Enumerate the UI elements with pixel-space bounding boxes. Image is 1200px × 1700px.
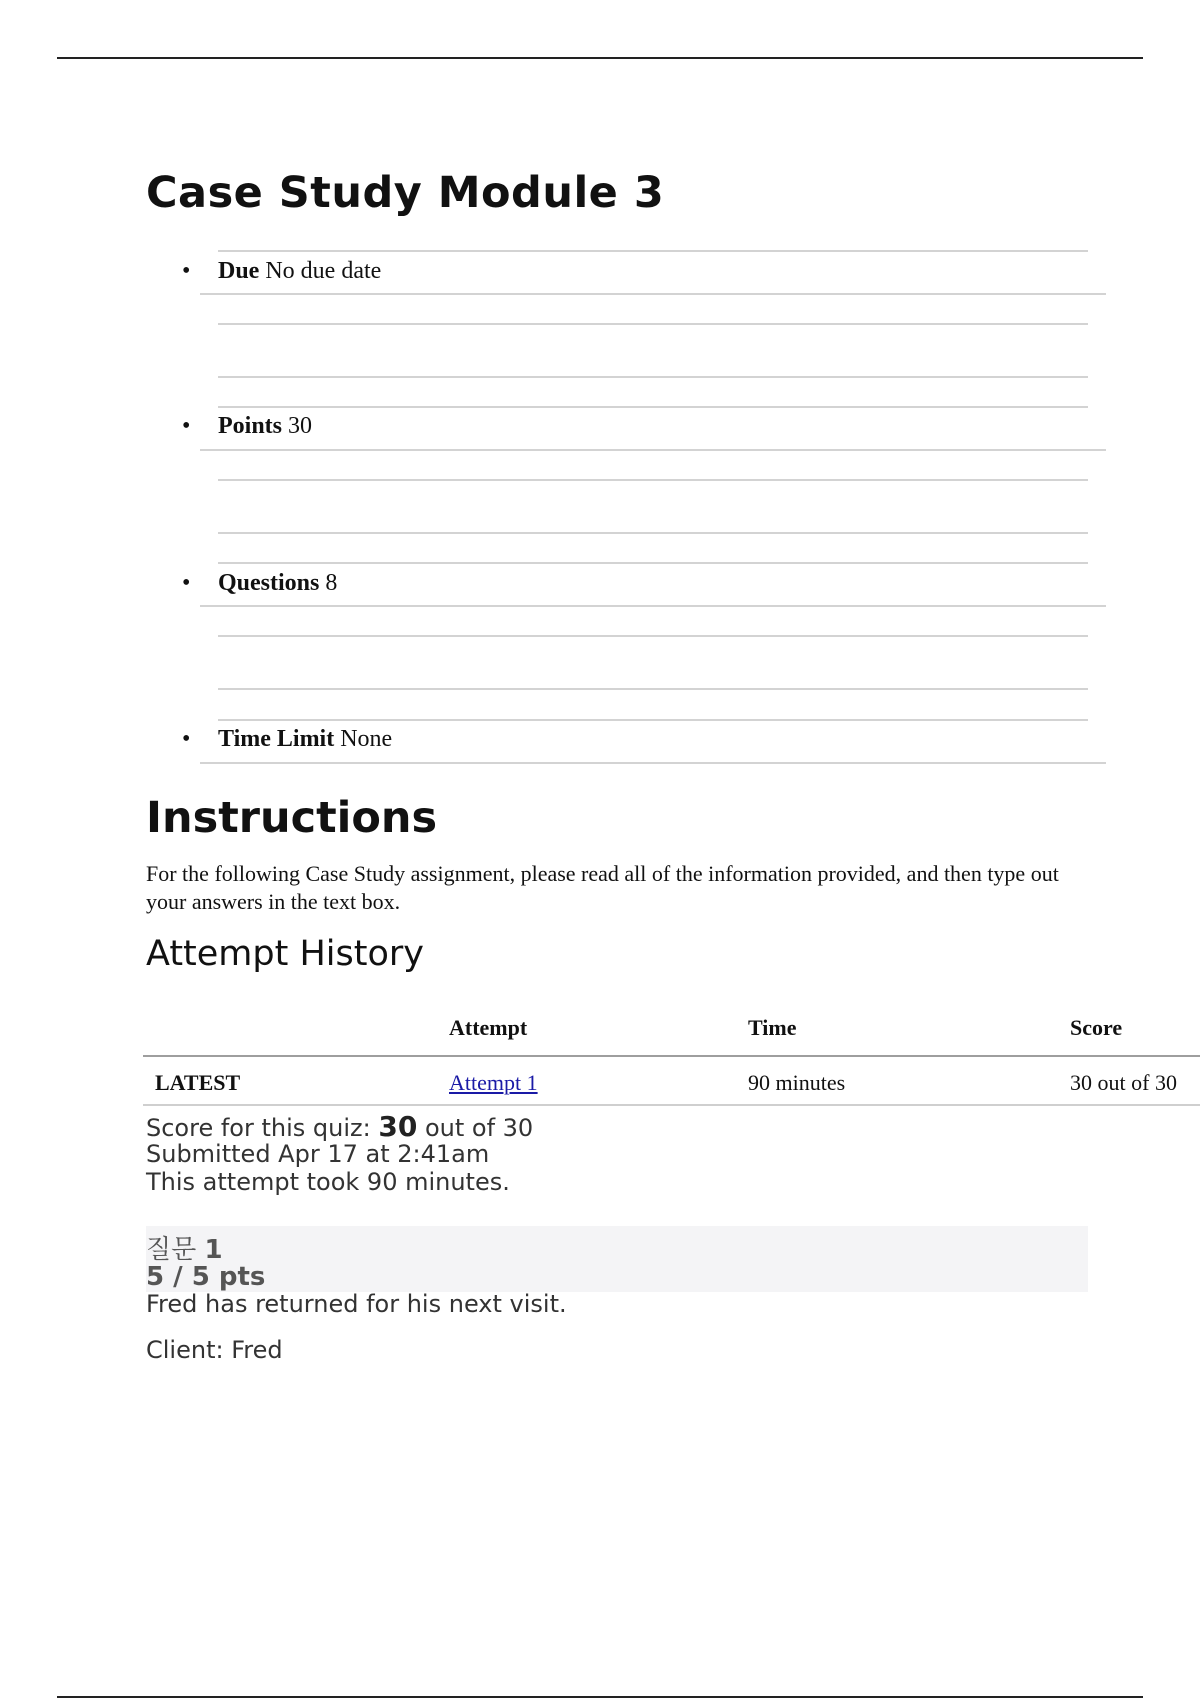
detail-value: 8 (325, 570, 338, 596)
divider (218, 406, 1088, 408)
score-value: 30 (378, 1110, 418, 1143)
detail-label: Due (218, 258, 260, 284)
submitted-timestamp: Submitted Apr 17 at 2:41am (146, 1140, 490, 1168)
divider (218, 376, 1088, 378)
detail-label: Points (218, 413, 283, 439)
question-header (146, 1226, 1088, 1292)
column-header-score: Score (1070, 1015, 1123, 1040)
page-title: Case Study Module 3 (146, 168, 665, 218)
divider (200, 605, 1106, 607)
detail-value: None (340, 726, 393, 752)
divider (218, 532, 1088, 534)
divider (218, 479, 1088, 481)
bullet-icon: • (182, 726, 191, 752)
divider (218, 250, 1088, 252)
table-row-divider (143, 1104, 1200, 1106)
top-divider (57, 57, 1143, 59)
attempt-time: 90 minutes (748, 1070, 846, 1095)
divider (218, 635, 1088, 637)
question-title (146, 1229, 223, 1266)
attempt-1-link[interactable]: Attempt 1 (449, 1070, 538, 1095)
attempt-score: 30 out of 30 (1070, 1070, 1177, 1095)
detail-label: Time Limit (218, 726, 335, 752)
table-header-divider (143, 1055, 1200, 1057)
detail-value: 30 (288, 413, 313, 439)
attempt-duration: This attempt took 90 minutes. (146, 1168, 510, 1196)
divider (218, 562, 1088, 564)
bullet-icon: • (182, 413, 191, 439)
quiz-score-line (146, 1110, 533, 1143)
attempt-history-heading: Attempt History (146, 934, 424, 974)
latest-badge: LATEST (155, 1070, 241, 1095)
detail-label: Questions (218, 570, 320, 596)
bottom-divider (57, 1696, 1143, 1698)
detail-value: No due date (265, 258, 382, 284)
instructions-heading: Instructions (146, 793, 438, 843)
column-header-attempt: Attempt (449, 1015, 528, 1040)
divider (200, 293, 1106, 295)
divider (218, 719, 1088, 721)
score-prefix: Score for this quiz: (146, 1114, 371, 1142)
question-number: 1 (204, 1235, 223, 1265)
column-header-time: Time (748, 1015, 797, 1040)
score-suffix: out of 30 (424, 1114, 534, 1142)
client-line: Client: Fred (146, 1336, 283, 1364)
bullet-icon: • (182, 570, 191, 596)
bullet-icon: • (182, 258, 191, 284)
question-points: 5 / 5 pts (146, 1262, 266, 1292)
divider (218, 688, 1088, 690)
divider (200, 449, 1106, 451)
question-label: 질문 (146, 1235, 197, 1265)
question-text: Fred has returned for his next visit. (146, 1290, 567, 1318)
divider (218, 323, 1088, 325)
divider (200, 762, 1106, 764)
instructions-text: For the following Case Study assignment, please read all of the information provided, and then type out your answers in the text box. (146, 861, 1059, 914)
